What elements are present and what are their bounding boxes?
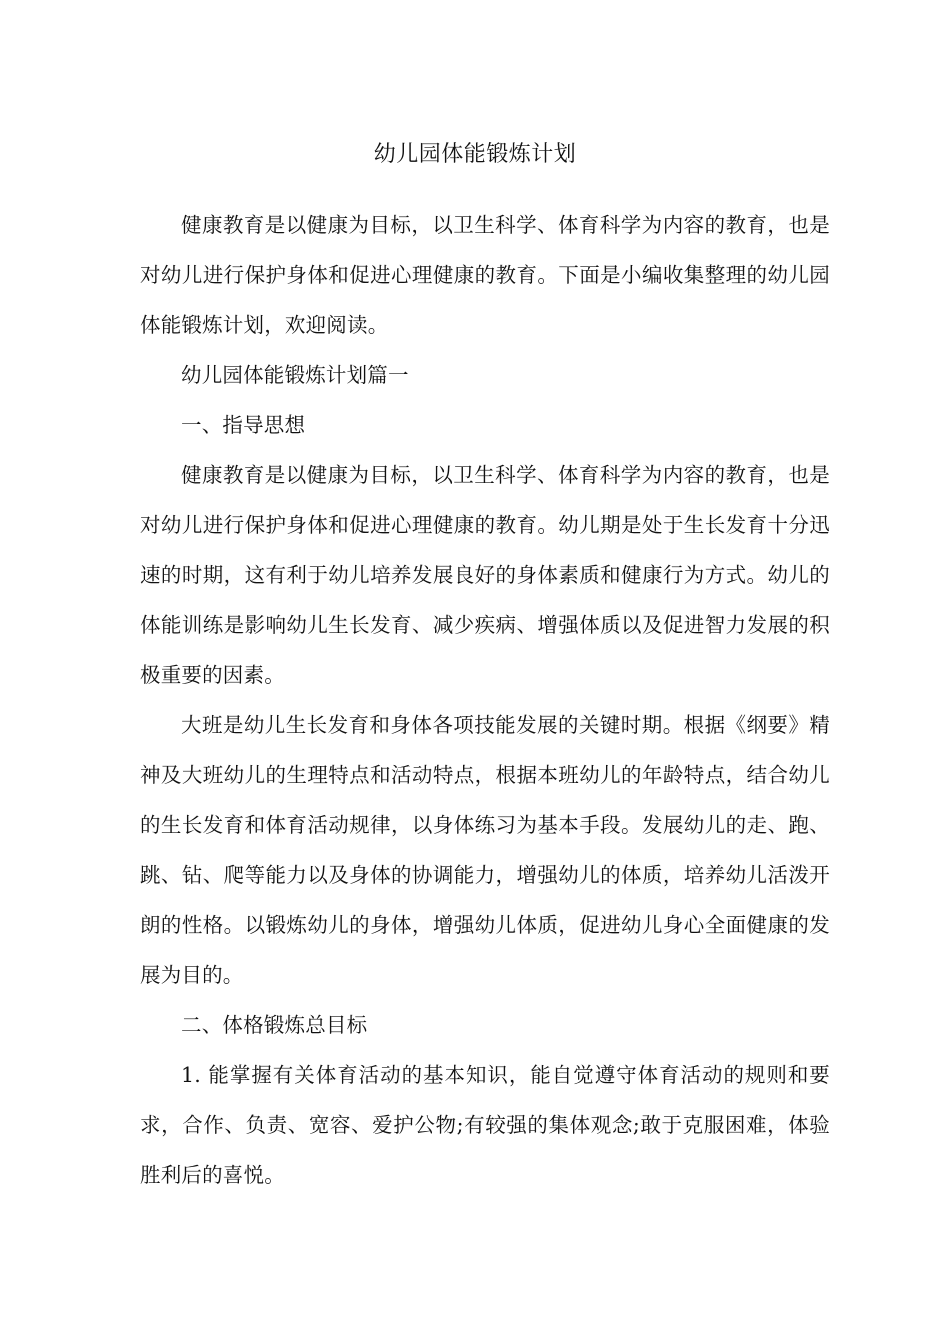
senior-class-paragraph: 大班是幼儿生长发育和身体各项技能发展的关键时期。根据《纲要》精神及大班幼儿的生理特点和活动特点，根据本班幼儿的年龄特点，结合幼儿的生长发育和体育活动规律，以身体练习为基本手段。发展幼儿的走、跑、跳、钻、爬等能力以及身体的协调能力，增强幼儿的体质，培养幼儿活泼开朗的性格。以锻炼幼儿的身体，增强幼儿体质，促进幼儿身心全面健康的发展为目的。 [140, 713, 830, 987]
guiding-ideas-paragraph: 健康教育是以健康为目标，以卫生科学、体育科学为内容的教育，也是对幼儿进行保护身体和促进心理健康的教育。幼儿期是处于生长发育十分迅速的时期，这有利于幼儿培养发展良好的身体素质和健康行为方式。幼儿的体能训练是影响幼儿生长发育、减少疾病、增强体质以及促进智力发展的积极重要的因素。 [140, 463, 830, 687]
section-heading-part-one: 幼儿园体能锻炼计划篇一 [181, 363, 409, 387]
intro-paragraph: 健康教育是以健康为目标，以卫生科学、体育科学为内容的教育，也是对幼儿进行保护身体和促进心理健康的教育。下面是小编收集整理的幼儿园体能锻炼计划，欢迎阅读。 [140, 213, 830, 337]
section-heading-guiding-ideas: 一、指导思想 [181, 413, 306, 437]
document-title: 幼儿园体能锻炼计划 [373, 142, 577, 167]
document-body [140, 200, 830, 1200]
section-heading-overall-goals: 二、体格锻炼总目标 [181, 1013, 368, 1037]
goal-item-1: 1. 能掌握有关体育活动的基本知识，能自觉遵守体育活动的规则和要求，合作、负责、宽容、爱护公物;有较强的集体观念;敢于克服困难，体验胜利后的喜悦。 [140, 1063, 830, 1187]
